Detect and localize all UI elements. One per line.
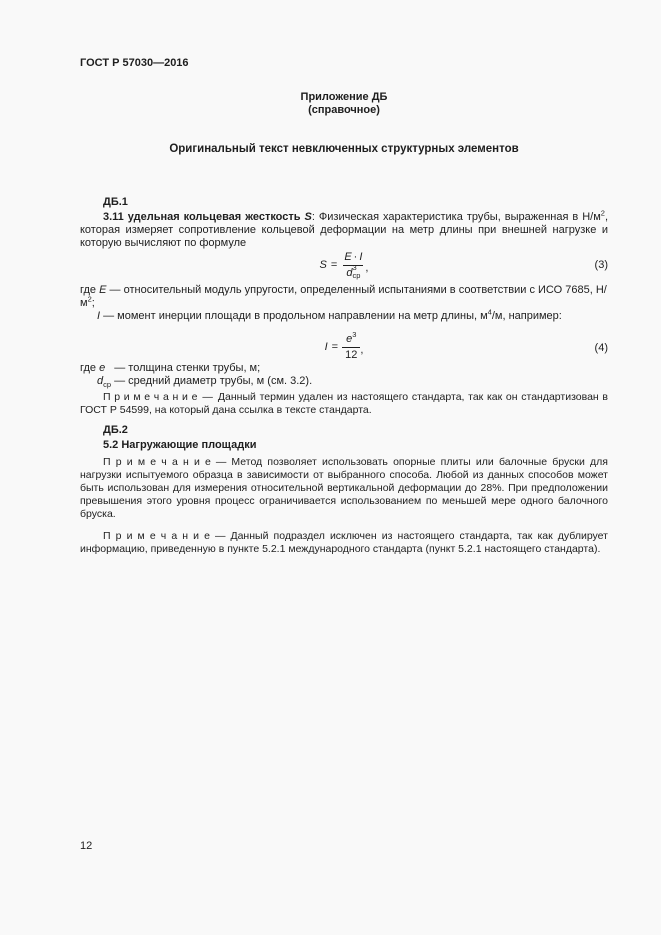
fraction: e $^3$ 12 [342, 333, 360, 362]
equation-number-4: (4) [594, 341, 608, 354]
page-title: Оригинальный текст невключенных структурных элементов [169, 143, 519, 155]
section-heading-db1: ДБ.1 [103, 196, 128, 208]
note-method: П р и м е ч а н и е — Метод позволяет использовать опорные плиты или балочные бруски для нагрузки испытуемого образца в зависимости от выбранного способа. Любой из данных способов может быть использован для измерения относительной вертикальной деформации до 28%. При предположении превышения этого уровня процесс ограничивается использованием по меньшей мере одного балочного бруска. [80, 456, 608, 520]
where-item-I: I — момент инерции площади в продольном направлении на метр длины, $м^4/м$, например: [97, 307, 562, 322]
where-list-1 [80, 284, 608, 323]
formula-3-expression: S = E · I d 3 ср , [319, 250, 369, 280]
where-item-e: где e — толщина стенки трубы, м; [80, 362, 261, 374]
section-heading-db2: ДБ.2 [103, 424, 128, 436]
note-excluded: П р и м е ч а н и е — Данный подраздел исключен из настоящего стандарта, так как дублирует информацию, приведенную в пункте 5.2.1 международного стандарта (пункт 5.2.1 настоящего стандарта). [80, 530, 608, 555]
where-item-dsr: $d_{ср}$ — средний диаметр трубы, м (см. 3.2). [97, 375, 313, 390]
note-term-removed: П р и м е ч а н и е — Данный термин удален из настоящего стандарта, так как он стандартизован в ГОСТ Р 54599, на который дана ссылка в тексте стандарта. [80, 391, 608, 416]
appendix-kind: (справочное) [308, 104, 380, 116]
subheading-5-2: 5.2 Нагружающие площадки [103, 439, 257, 451]
doc-code: ГОСТ Р 57030—2016 [80, 57, 189, 69]
where-list-2 [80, 362, 608, 388]
formula-4-expression: I = e $^3$ 12 , [324, 330, 364, 361]
formula-3 [80, 250, 608, 280]
formula-4 [80, 330, 608, 362]
equation-number-3: (3) [594, 259, 608, 271]
where-item-E: где E — относительный модуль упругости, определенный испытаниями в соответствии с ИСО 7685, $Н/м^2$; [80, 284, 607, 309]
paragraph-3-11: 3.11 удельная кольцевая жесткость S: Физическая характеристика трубы, выраженная в $Н/м^2$, которая измеряет сопротивление кольцевой деформации на метр длины при внешней нагрузке и которую вычисляют по формуле [80, 208, 609, 249]
appendix-label: Приложение ДБ [300, 91, 388, 103]
page-number: 12 [80, 840, 93, 852]
fraction: E · I d 3 ср [344, 250, 363, 280]
